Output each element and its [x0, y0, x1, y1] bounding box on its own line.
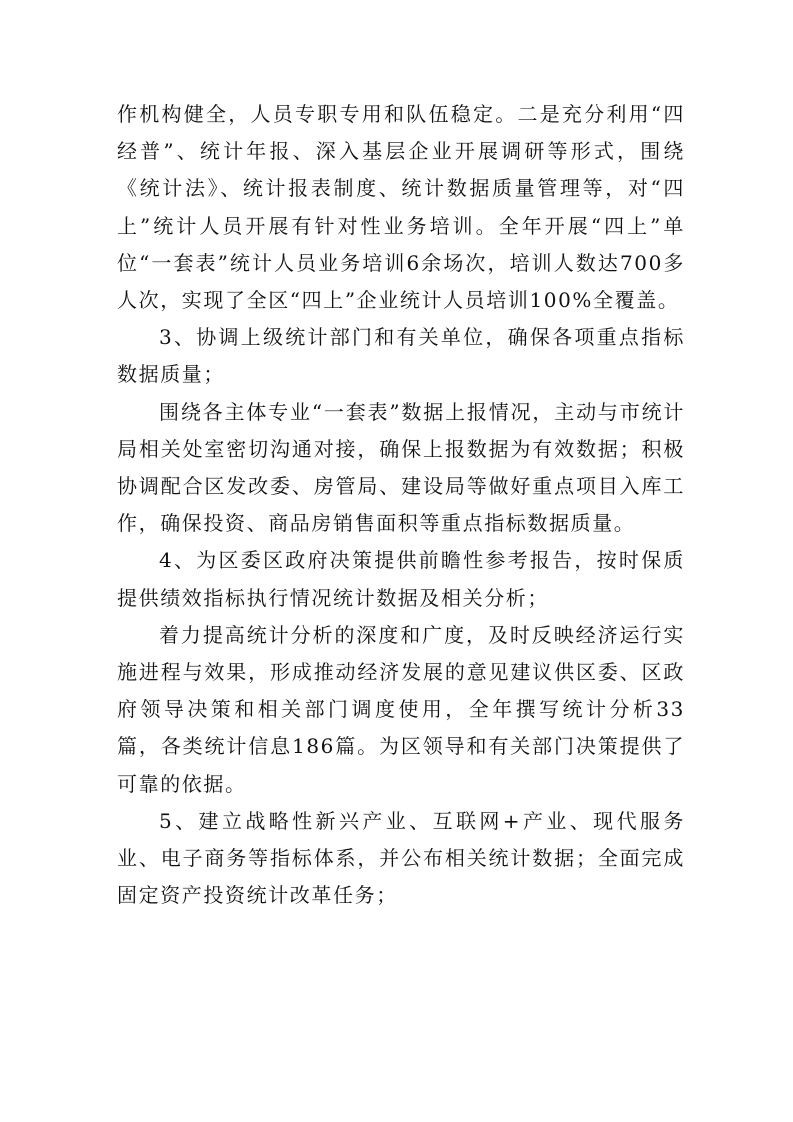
item-3-body: 围绕各主体专业“一套表”数据上报情况，主动与市统计局相关处室密切沟通对接，确保上报数据为有效数据；积极协调配合区发改委、房管局、建设局等做好重点项目入库工作，确保投资、商品房销售面积等重点指标数据质量。	[117, 399, 685, 536]
paragraph-training-continued: 作机构健全，人员专职专用和队伍稳定。二是充分利用“四经普”、统计年报、深入基层企业开展调研等形式，围绕《统计法》、统计报表制度、统计数据质量管理等，对“四上”统计人员开展有针对性业务培训。全年开展“四上”单位“一套表”统计人员业务培训6余场次，培训人数达700多人次，实现了全区“四上”企业统计人员培训100%全覆盖。	[117, 102, 685, 313]
item-4-body: 着力提高统计分析的深度和广度，及时反映经济运行实施进程与效果，形成推动经济发展的意见建议供区委、区政府领导决策和相关部门调度使用，全年撰写统计分析33篇，各类统计信息186篇。为区领导和有关部门决策提供了可靠的依据。	[117, 622, 685, 796]
item-5-heading: 5、建立战略性新兴产业、互联网+产业、现代服务业、电子商务等指标体系，并公布相关统计数据；全面完成固定资产投资统计改革任务；	[117, 808, 685, 908]
item-3-heading: 3、协调上级统计部门和有关单位，确保各项重点指标数据质量；	[117, 325, 685, 387]
item-4-heading: 4、为区委区政府决策提供前瞻性参考报告，按时保质提供绩效指标执行情况统计数据及相关分析；	[117, 548, 685, 610]
document-body	[117, 96, 685, 914]
